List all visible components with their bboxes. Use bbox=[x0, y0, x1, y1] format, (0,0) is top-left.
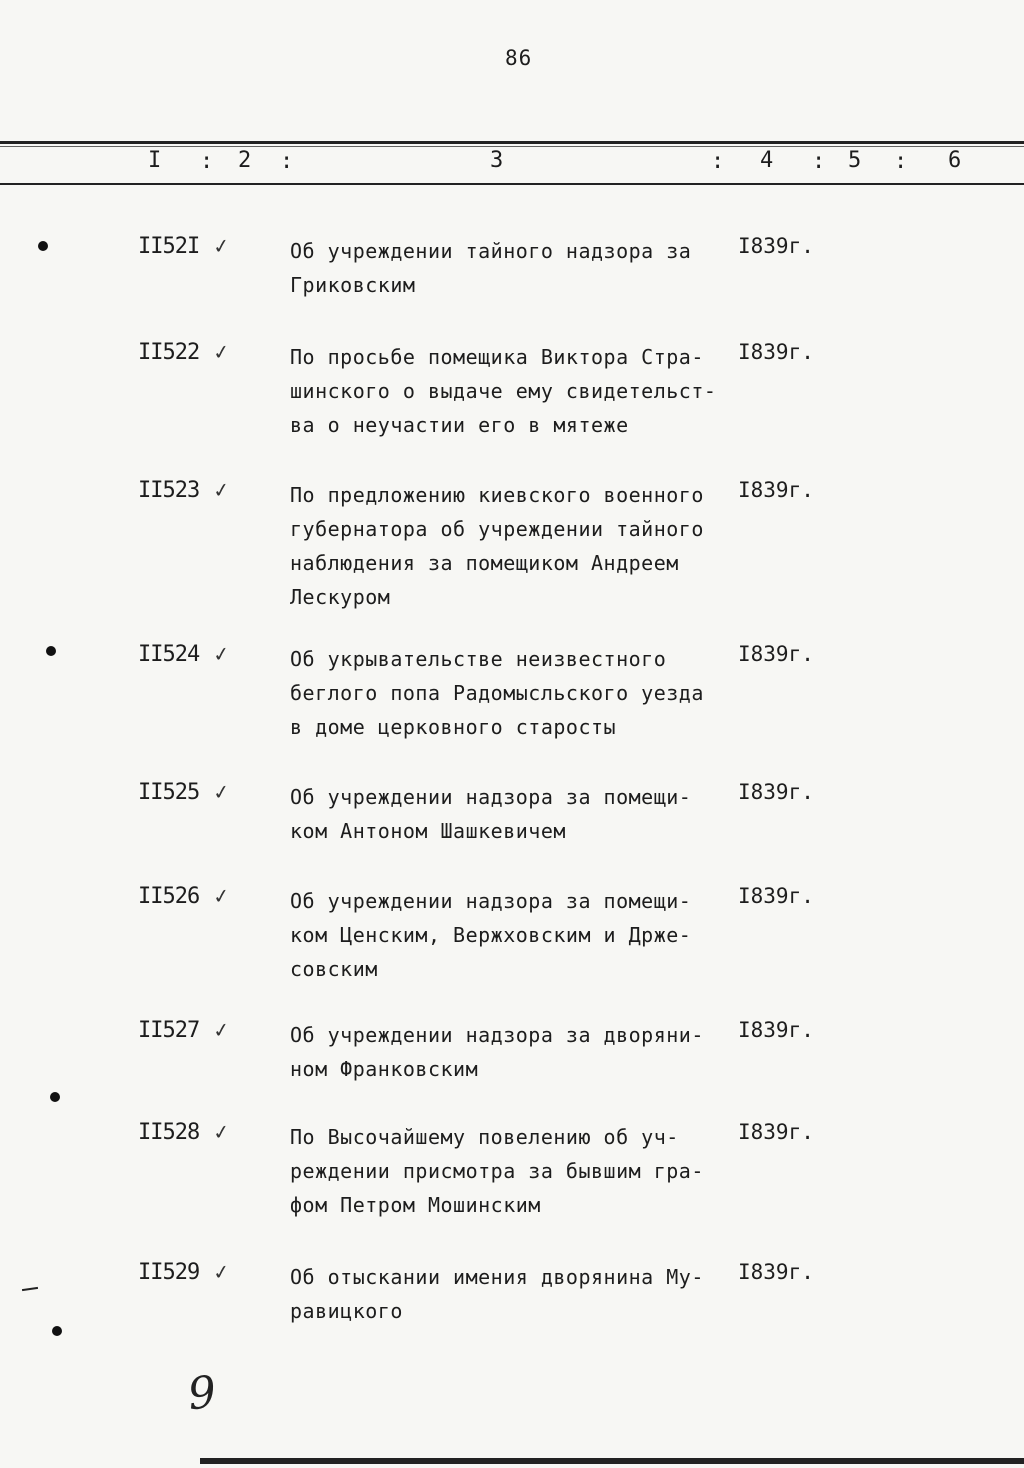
column-separator: : bbox=[812, 149, 826, 174]
entry-number: II526 bbox=[138, 884, 200, 909]
column-header-1: I bbox=[148, 148, 162, 173]
entry-description: Об отыскании имения дворянина Му- равицкого bbox=[290, 1265, 704, 1323]
punch-hole bbox=[38, 241, 48, 251]
check-mark-icon: ✓ bbox=[211, 476, 232, 504]
punch-hole bbox=[52, 1326, 62, 1336]
entry-number: II52I bbox=[138, 234, 200, 259]
punch-hole bbox=[50, 1092, 60, 1102]
entry-description: Об учреждении надзора за помещи- ком Антоном Шашкевичем bbox=[290, 785, 692, 843]
check-mark-icon: ✓ bbox=[211, 882, 232, 910]
entry-description: Об укрывательстве неизвестного беглого попа Радомысльского уезда в доме церковного старосты bbox=[290, 647, 704, 739]
check-mark-icon: ✓ bbox=[211, 1118, 232, 1146]
entry-year: I839г. bbox=[738, 884, 814, 908]
entry-year: I839г. bbox=[738, 1260, 814, 1284]
check-mark-icon: ✓ bbox=[211, 338, 232, 366]
punch-hole bbox=[46, 646, 56, 656]
check-mark-icon: ✓ bbox=[211, 778, 232, 806]
header-rule-top bbox=[0, 141, 1024, 144]
column-header-2: 2 bbox=[238, 148, 252, 173]
entry-year: I839г. bbox=[738, 642, 814, 666]
entry-description: Об учреждении тайного надзора за Гриковским bbox=[290, 239, 692, 297]
handwritten-mark: 9 bbox=[185, 1366, 219, 1421]
entry-description: Об учреждении надзора за помещи- ком Ценским, Вержховским и Држе- совским bbox=[290, 889, 692, 981]
column-header-4: 4 bbox=[760, 148, 774, 173]
check-mark-icon: ✓ bbox=[211, 232, 232, 260]
entry-description: По предложению киевского военного губернатора об учреждении тайного наблюдения за помещиком Андреем Лескуром bbox=[290, 483, 704, 609]
header-rule-top-thin bbox=[0, 146, 1024, 147]
entry-description: Об учреждении надзора за дворяни- ном Франковским bbox=[290, 1023, 704, 1081]
page-bottom-edge bbox=[200, 1458, 1024, 1464]
entry-year: I839г. bbox=[738, 234, 814, 258]
column-separator: : bbox=[894, 149, 908, 174]
entry-number: II525 bbox=[138, 780, 200, 805]
check-mark-icon: ✓ bbox=[211, 640, 232, 668]
page-number: 86 bbox=[505, 46, 533, 70]
entry-year: I839г. bbox=[738, 780, 814, 804]
header-rule-bottom bbox=[0, 183, 1024, 185]
entry-number: II522 bbox=[138, 340, 200, 365]
entry-description: По Высочайшему повелению об уч- реждении присмотра за бывшим гра- фом Петром Мошинским bbox=[290, 1125, 704, 1217]
column-separator: : bbox=[200, 149, 214, 174]
entry-number: II524 bbox=[138, 642, 200, 667]
entry-number: II529 bbox=[138, 1260, 200, 1285]
column-separator: : bbox=[280, 149, 294, 174]
entry-number: II523 bbox=[138, 478, 200, 503]
entry-description: По просьбе помещика Виктора Стра- шинского о выдаче ему свидетельст- ва о неучастии его в мятеже bbox=[290, 345, 717, 437]
entry-number: II527 bbox=[138, 1018, 200, 1043]
entry-year: I839г. bbox=[738, 1120, 814, 1144]
entry-number: II528 bbox=[138, 1120, 200, 1145]
entry-year: I839г. bbox=[738, 478, 814, 502]
column-separator: : bbox=[711, 149, 725, 174]
entry-year: I839г. bbox=[738, 1018, 814, 1042]
check-mark-icon: ✓ bbox=[211, 1258, 232, 1286]
column-header-6: 6 bbox=[948, 148, 962, 173]
column-header-5: 5 bbox=[848, 148, 862, 173]
column-header-3: 3 bbox=[490, 148, 504, 173]
entry-year: I839г. bbox=[738, 340, 814, 364]
margin-dash bbox=[22, 1287, 38, 1291]
check-mark-icon: ✓ bbox=[211, 1016, 232, 1044]
